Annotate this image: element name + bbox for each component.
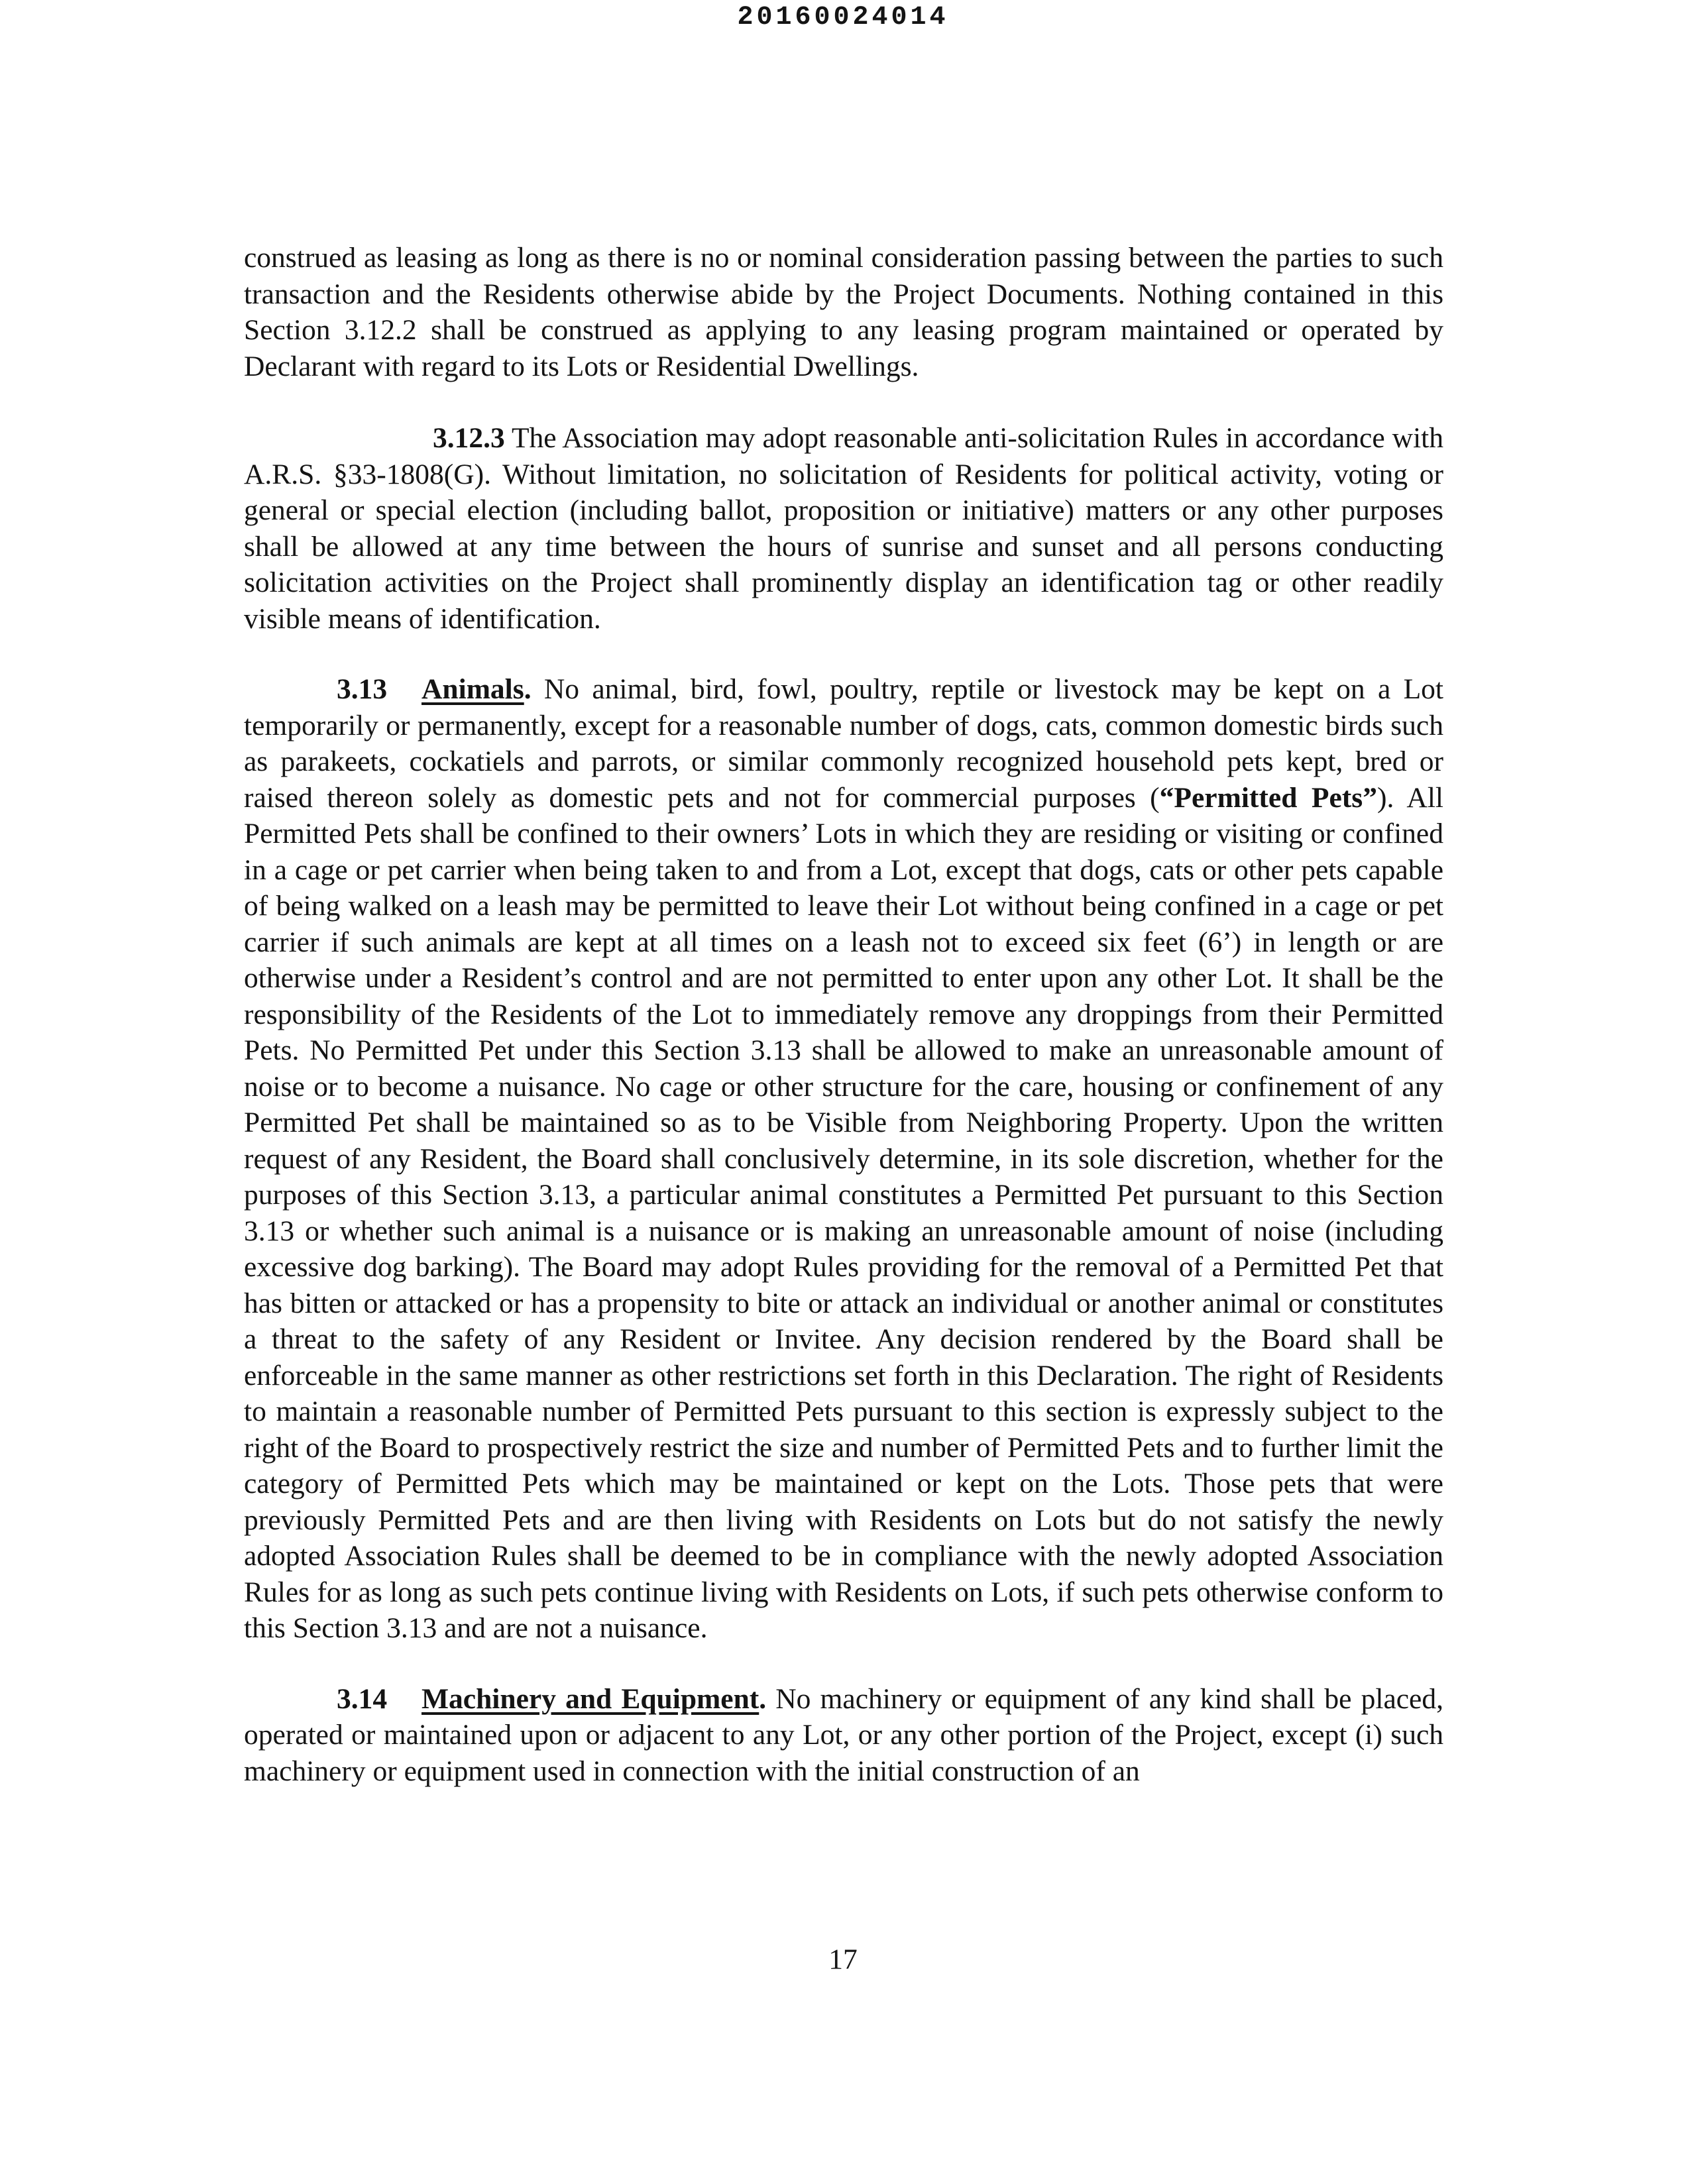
paragraph-text: The Association may adopt reasonable anti-solicitation Rules in accordance with A.R.S. §33-1808(G). Without limitation, no solicitation of Residents for political activity, voting or general or special election (including ballot, proposition or initiative) matters or any other purposes shall be allowed at any time between the hours of sunrise and sunset and all persons conducting solicitation activities on the Project shall prominently display an identification tag or other readily visible means of identification. [244, 422, 1443, 635]
paragraph-section-3-14 [244, 1681, 1443, 1790]
paragraph-text: construed as leasing as long as there is no or nominal consideration passing between the parties to such transaction and the Residents otherwise abide by the Project Documents. Nothing contained in this Section 3.12.2 shall be construed as applying to any leasing program maintained or operated by Declarant with regard to its Lots or Residential Dwellings. [244, 242, 1443, 382]
paragraph-section-3-12-3 [244, 420, 1443, 637]
paragraph-leasing-continuation [244, 240, 1443, 384]
section-title-punctuation: . [524, 673, 532, 705]
defined-term: “Permitted Pets” [1159, 781, 1377, 814]
document-body [244, 240, 1443, 1824]
recording-number: 20160024014 [737, 3, 949, 32]
paragraph-text: No machinery or equipment of any kind shall be placed, operated or maintained upon or adjacent to any Lot, or any other portion of the Project, except (i) such machinery or equipment used in connection with the initial construction of an [244, 1682, 1443, 1787]
paragraph-text: No animal, bird, fowl, poultry, reptile or livestock may be kept on a Lot temporarily or permanently, except for a reasonable number of dogs, cats, common domestic birds such as parakeets, cockatiels and parrots, or similar commonly recognized household pets kept, bred or raised thereon solely as domestic pets and not for commercial purposes ( [244, 673, 1443, 814]
section-number: 3.14 [337, 1682, 388, 1715]
section-title-punctuation: . [759, 1682, 767, 1715]
section-number: 3.13 [337, 673, 388, 705]
section-title: Machinery and Equipment [422, 1682, 759, 1715]
section-title: Animals [422, 673, 524, 705]
paragraph-section-3-13 [244, 671, 1443, 1647]
page-number: 17 [828, 1943, 858, 1975]
section-number: 3.12.3 [433, 422, 505, 454]
paragraph-text-continued: ). All Permitted Pets shall be confined to their owners’ Lots in which they are residing or visiting or confined in a cage or pet carrier when being taken to and from a Lot, except that dogs, cats or other pets capable of being walked on a leash may be permitted to leave their Lot without being confined in a cage or pet carrier if such animals are kept at all times on a leash not to exceed six feet (6’) in length or are otherwise under a Resident’s control and are not permitted to enter upon any other Lot. It shall be the responsibility of the Residents of the Lot to immediately remove any droppings from their Permitted Pets. No Permitted Pet under this Section 3.13 shall be allowed to make an unreasonable amount of noise or to become a nuisance. No cage or other structure for the care, housing or confinement of any Permitted Pet shall be maintained so as to be Visible from Neighboring Property. Upon the written request of any Resident, the Board shall conclusively determine, in its sole discretion, whether for the purposes of this Section 3.13, a particular animal constitutes a Permitted Pet pursuant to this Section 3.13 or whether such animal is a nuisance or is making an unreasonable amount of noise (including excessive dog barking). The Board may adopt Rules providing for the removal of a Permitted Pet that has bitten or attacked or has a propensity to bite or attack an individual or another animal or constitutes a threat to the safety of any Resident or Invitee. Any decision rendered by the Board shall be enforceable in the same manner as other restrictions set forth in this Declaration. The right of Residents to maintain a reasonable number of Permitted Pets pursuant to this section is expressly subject to the right of the Board to prospectively restrict the size and number of Permitted Pets and to further limit the category of Permitted Pets which may be maintained or kept on the Lots. Those pets that were previously Permitted Pets and are then living with Residents on Lots but do not satisfy the newly adopted Association Rules shall be deemed to be in compliance with the newly adopted Association Rules for as long as such pets continue living with Residents on Lots, if such pets otherwise conform to this Section 3.13 and are not a nuisance. [244, 781, 1444, 1644]
